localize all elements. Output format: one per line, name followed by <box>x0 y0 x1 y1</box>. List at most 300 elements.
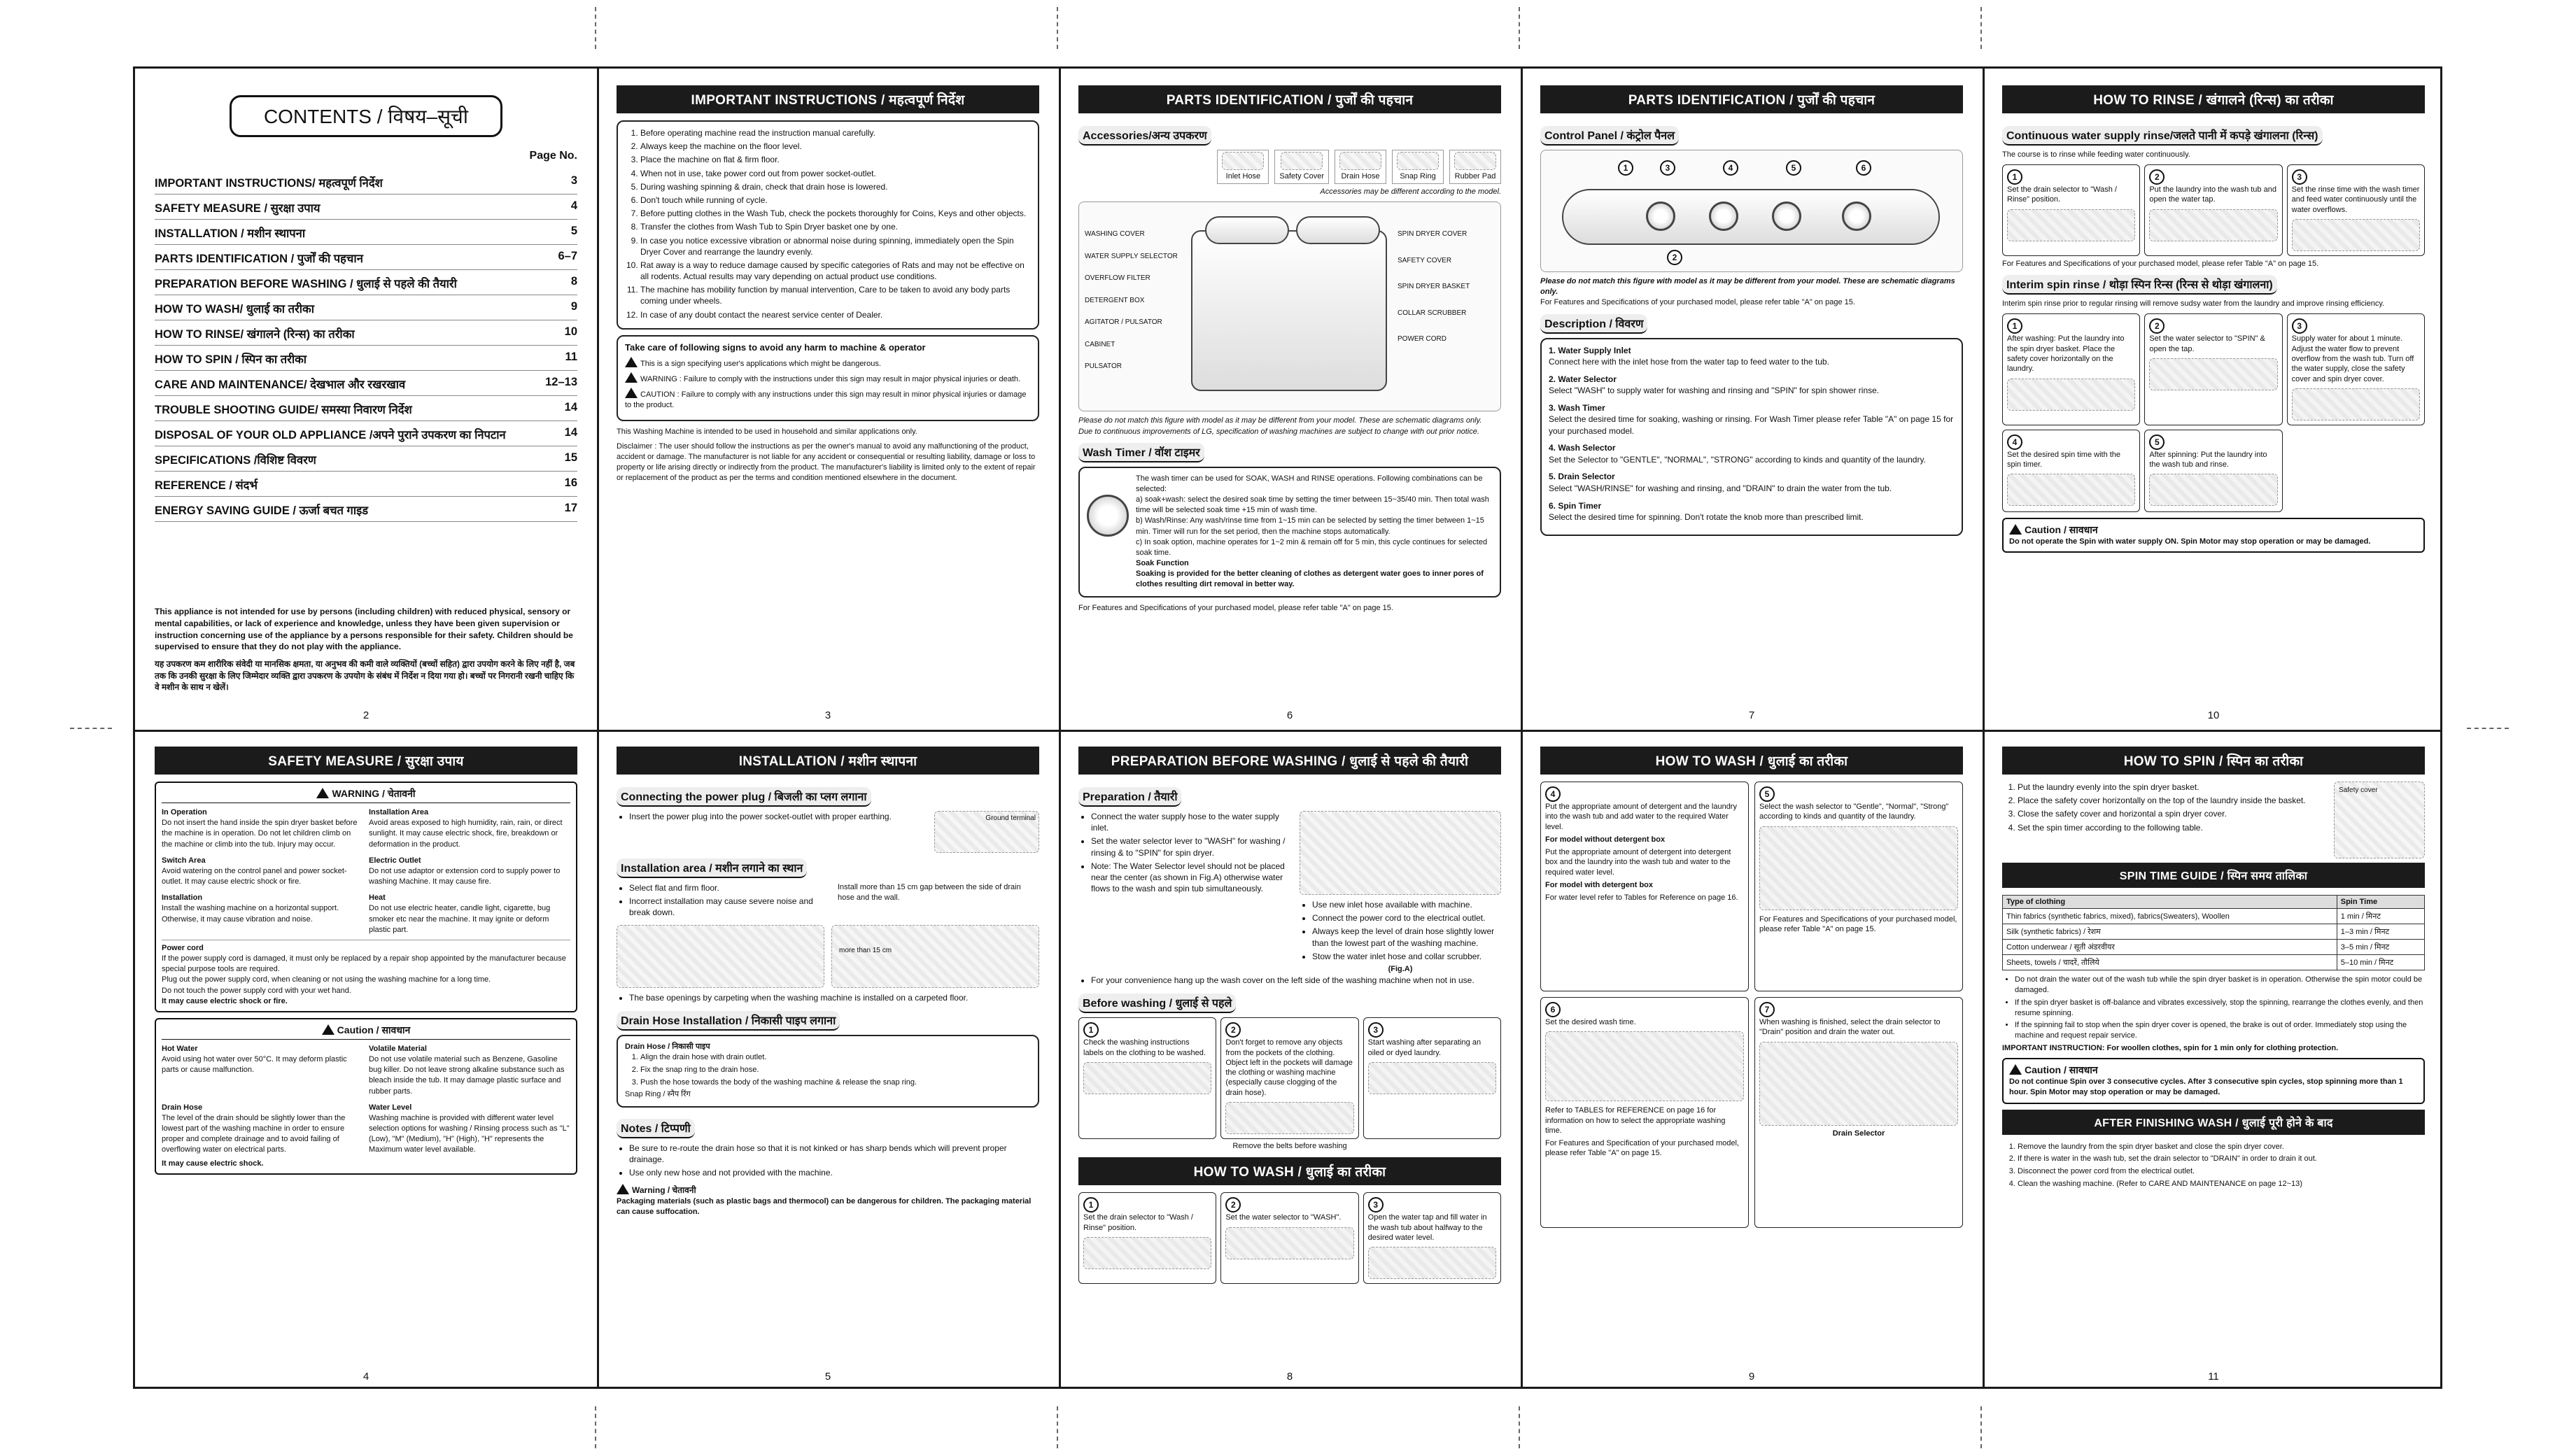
caution-title: Caution / सावधान <box>2025 1064 2098 1076</box>
ground-terminal-label: Ground terminal <box>985 814 1036 822</box>
step-text: Set the drain selector to "Wash / Rinse" position. <box>1083 1213 1193 1232</box>
caution-icon <box>2009 1064 2022 1075</box>
accessory-item <box>1217 150 1269 184</box>
page-no-label: Page No. <box>529 150 577 162</box>
volatile-text: Do not use volatile material such as Benzene, Gasoline bug killer. Do not leave strong alkaline substance such as bleach inside the tub. It may damage plastic surface and rubber parts. <box>369 1055 565 1096</box>
wash-selector-illustration <box>1759 826 1958 910</box>
part-label: AGITATOR / PULSATOR <box>1085 318 1162 327</box>
with-box-label: For model with detergent box <box>1545 881 1654 890</box>
description-item-title: 4. Wash Selector <box>1549 443 1616 453</box>
drain-install-title: Drain Hose Installation / निकासी पाइप लगाना <box>617 1011 840 1031</box>
area-item: • Select flat and firm floor. <box>629 882 831 893</box>
step-number: 3 <box>2292 169 2307 185</box>
before-washing-steps <box>1078 1017 1501 1139</box>
accessory-label: Snap Ring <box>1400 172 1436 181</box>
spin-note: • Do not drain the water out of the wash tub while the spin dryer basket is in operation. Otherwise the spin motor could be damaged. <box>2015 975 2425 996</box>
drain-hose-text: The level of the drain should be slightly lower than the lowest part of the washing machine in order to ensure proper and complete drainage and to avoid failing of overflowing water on electrical parts. <box>162 1113 346 1154</box>
warning-icon <box>316 788 329 798</box>
caution-icon <box>2009 524 2022 535</box>
warning-text: Packaging materials (such as plastic bags and thermocol) can be dangerous for children. The packaging material can cause suffocation. <box>617 1196 1032 1216</box>
signs-box <box>617 335 1039 421</box>
gap-illustration <box>831 925 1039 988</box>
accessory-item <box>1274 150 1329 184</box>
part-label: OVERFLOW FILTER <box>1085 274 1150 283</box>
interim-step <box>2144 313 2282 425</box>
step-illustration <box>1225 1227 1353 1259</box>
step-number: 3 <box>2292 318 2307 334</box>
toc-row[interactable] <box>155 497 577 522</box>
toc-page: 8 <box>570 275 577 288</box>
step-illustration <box>2149 474 2277 506</box>
drain-hose-label: Drain Hose / निकासी पाइप <box>625 1042 710 1051</box>
page-important <box>597 69 1059 730</box>
table-row <box>2003 924 2425 940</box>
callout-number: 6 <box>1856 160 1871 176</box>
heat-text: Do not use electric heater, candle light, cigarette, bug smoker etc near the machine. It may ignite or deform plastic part. <box>369 904 551 934</box>
drain-step: 1. Align the drain hose with drain outlet. <box>640 1052 1031 1063</box>
toc-page: 16 <box>564 476 577 489</box>
instruction-item: 8. Transfer the clothes from Wash Tub to Spin Dryer basket one by one. <box>640 221 1031 232</box>
instruction-item: 1. Before operating machine read the instruction manual carefully. <box>640 127 1031 139</box>
drain-step: 2. Fix the snap ring to the drain hose. <box>640 1065 1031 1075</box>
more-than-label: more than 15 cm <box>839 946 892 954</box>
instruction-item: 3. Place the machine on flat & firm floor. <box>640 154 1031 165</box>
toc-row[interactable] <box>155 446 577 472</box>
step-illustration <box>2007 379 2135 411</box>
schematic-note: Please do not match this figure with model as it may be different from your model. These are schematic diagrams only. <box>1540 277 1955 297</box>
drain-steps <box>625 1052 1031 1088</box>
table-cell: 1 min / मिनट <box>2337 909 2424 924</box>
switch-area-title: Switch Area <box>162 856 206 865</box>
after-step: 4. Clean the washing machine. (Refer to CARE AND MAINTENANCE on page 12~13) <box>2018 1179 2425 1189</box>
step-number: 1 <box>2007 169 2022 185</box>
instruction-item: 5. During washing spinning & drain, check that drain hose is lowered. <box>640 181 1031 192</box>
part-label: SAFETY COVER <box>1398 256 1452 264</box>
toc-row[interactable] <box>155 346 577 371</box>
description-item-text: Connect here with the inlet hose from the water tap to feed water to the tub. <box>1549 357 1829 367</box>
how-step <box>1078 1192 1216 1284</box>
water-level-title: Water Level <box>369 1103 412 1112</box>
installation-text: Install the washing machine on a horizontal support. Otherwise, it may cause vibration and noise. <box>162 904 339 924</box>
callout-number: 3 <box>1660 160 1675 176</box>
toc-row[interactable] <box>155 195 577 220</box>
gap-text: Install more than 15 cm gap between the side of drain hose and the wall. <box>838 883 1021 903</box>
description-item-title: 2. Water Selector <box>1549 374 1617 384</box>
crop-mark <box>2467 728 2509 729</box>
important-list <box>625 127 1031 320</box>
sign-item <box>625 357 1031 369</box>
description-item-text: Select the desired time for soaking, washing or rinsing. For Wash Timer please refer Table "A" on page 15 for your purchased model. <box>1549 414 1954 436</box>
rinse-step <box>2287 164 2425 256</box>
prep-item: • Set the water selector lever to "WASH" for washing / rinsing & to "SPIN" for spin dryer. <box>1091 835 1293 858</box>
part-label: DETERGENT BOX <box>1085 296 1145 304</box>
callout-number: 4 <box>1723 160 1738 176</box>
spin-note: • If the spinning fail to stop when the spin dryer cover is opened, the brake is out of order. Immediately stop using the machine and request repair service. <box>2015 1020 2425 1041</box>
wash-step-6 <box>1540 997 1749 1228</box>
installation-header: INSTALLATION / मशीन स्थापना <box>617 747 1039 775</box>
machine-diagram <box>1078 202 1501 411</box>
toc-label: HOW TO RINSE/ खंगालने (रिन्स) का तरीका <box>155 328 355 341</box>
spin-step: 4. Set the spin timer according to the following table. <box>2018 822 2327 833</box>
accessories-title: Accessories/अन्य उपकरण <box>1078 126 1211 146</box>
drain-selector-illustration <box>1759 1042 1958 1126</box>
washing-machine-illustration <box>1191 230 1387 391</box>
wash-step-7-text: When washing is finished, select the drain selector to "Drain" position and drain the water out. <box>1759 1018 1941 1037</box>
spin-step: 2. Place the safety cover horizontally on the top of the laundry inside the basket. <box>2018 795 2327 806</box>
notes-title: Notes / टिप्पणी <box>617 1119 695 1138</box>
in-operation-text: Do not insert the hand inside the spin dryer basket before the machine is in operation. Do not let children climb on the machine or climb into the tub. Injury may occur. <box>162 819 358 849</box>
page-number: 4 <box>363 1371 369 1383</box>
wash-cover-illustration <box>1205 216 1289 244</box>
callout-number: 1 <box>1618 160 1633 176</box>
page-parts-2 <box>1521 69 1983 730</box>
continuous-rinse-steps <box>2002 164 2425 256</box>
description-item <box>1549 402 1955 437</box>
disclaimer: Disclaimer : The user should follow the instructions as per the owner's manual to avoid any malfunctioning of the product, accident or damage. The manufacturer is not liable for any accident or consequential or resulting liability, damage or loss to property or life arising directly or indirectly from the product. The manufacturer's liability is limited only to the extent of repair or replacement of the product as per the terms and condition mentioned elsewhere in the document. <box>617 441 1036 483</box>
after-finishing-steps <box>2002 1142 2425 1189</box>
accessory-icon <box>1397 152 1439 170</box>
snap-ring-label: Snap Ring / स्नैप रिंग <box>625 1090 691 1099</box>
interim-step <box>2002 313 2140 425</box>
hot-water-title: Hot Water <box>162 1044 198 1053</box>
wash-selector-knob <box>1709 202 1738 231</box>
spin-step: 3. Close the safety cover and horizontal a spin dryer cover. <box>2018 808 2327 819</box>
wash-timer-text: The wash timer can be used for SOAK, WASH and RINSE operations. Following combinations can be selected: <box>1136 474 1483 493</box>
prep-section-title: Preparation / तैयारी <box>1078 787 1181 807</box>
description-item <box>1549 374 1955 397</box>
area-item: • Incorrect installation may cause severe noise and break down. <box>629 896 831 918</box>
prep-list <box>1078 811 1293 975</box>
toc-label: PREPARATION BEFORE WASHING / धुलाई से पहले की तैयारी <box>155 278 457 290</box>
page-number: 2 <box>363 709 369 721</box>
accessory-item <box>1449 150 1501 184</box>
step-text: Start washing after separating an oiled or dyed laundry. <box>1367 1038 1481 1057</box>
toc-row[interactable] <box>155 371 577 396</box>
interim-step <box>2144 430 2282 512</box>
toc-label: HOW TO WASH/ धुलाई का तरीका <box>155 303 314 316</box>
step-illustration <box>1083 1062 1211 1094</box>
crop-mark <box>595 1406 596 1448</box>
continuous-rinse-title: Continuous water supply rinse/जलते पानी में कपड़े खंगालना (रिन्स) <box>2002 126 2323 146</box>
step-illustration <box>2149 209 2277 241</box>
drain-hose-title: Drain Hose <box>162 1103 203 1112</box>
page-safety <box>135 730 597 1391</box>
toc-label: SAFETY MEASURE / सुरक्षा उपाय <box>155 202 321 215</box>
toc-page: 4 <box>570 199 577 212</box>
toc-row[interactable] <box>155 320 577 346</box>
before-step <box>1363 1017 1501 1139</box>
control-panel-diagram <box>1540 150 1963 272</box>
description-item <box>1549 471 1955 494</box>
electric-outlet-text: Do not use adaptor or extension cord to supply power to washing Machine. It may cause fire. <box>369 866 561 886</box>
sign-text: CAUTION : Failure to comply with any instructions under this sign may result in minor physical injuries or damage to the product. <box>625 390 1027 410</box>
manual-sheet <box>133 66 2442 1389</box>
toc-page: 12–13 <box>545 376 577 388</box>
interim-rinse-note: Interim spin rinse prior to regular rinsing will remove sudsy water from the laundry and improve rinsing efficiency. <box>2002 299 2385 309</box>
continuous-rinse-note: The course is to rinse while feeding water continuously. <box>2002 150 2190 159</box>
crop-mark <box>70 728 112 729</box>
wash-step-4b-text: Put the appropriate amount of detergent into detergent box and the laundry into the wash tub and water to the required water level. <box>1545 848 1731 877</box>
toc-label: ENERGY SAVING GUIDE / ऊर्जा बचत गाइड <box>155 504 369 517</box>
interim-step <box>2287 313 2425 425</box>
volatile-title: Volatile Material <box>369 1044 427 1053</box>
toc-label: SPECIFICATIONS /विशिष्ट विवरण <box>155 454 316 467</box>
wash-timer-b: b) Wash/Rinse: Any wash/rinse time from 1~15 min can be selected by setting the timer between 1~15 min. Timer will run for the set period, then the machine stops automatically. <box>1136 516 1484 536</box>
part-label: COLLAR SCRUBBER <box>1398 309 1467 317</box>
spin-steps <box>2002 782 2327 858</box>
parts-header: PARTS IDENTIFICATION / पुर्जों की पहचान <box>1078 85 1501 113</box>
step-text: Set the desired spin time with the spin timer. <box>2007 450 2121 469</box>
caution-icon <box>322 1024 335 1035</box>
fig-a-label: (Fig.A) <box>1388 964 1413 973</box>
prep-header: PREPARATION BEFORE WASHING / धुलाई से पहले की तैयारी <box>1078 747 1501 775</box>
signs-title: Take care of following signs to avoid any harm to machine & operator <box>625 341 926 353</box>
sign-text: WARNING : Failure to comply with the instructions under this sign may result in major physical injuries or death. <box>640 374 1021 383</box>
fire-text: It may cause electric shock or fire. <box>162 996 288 1005</box>
part-label: SPIN DRYER COVER <box>1398 230 1468 239</box>
caution-text: Do not operate the Spin with water supply ON. Spin Motor may stop operation or may be damaged. <box>2009 537 2371 546</box>
warning-icon <box>625 372 638 383</box>
page-rinse <box>1983 69 2444 730</box>
after-finishing-header: AFTER FINISHING WASH / धुलाई पूरी होने के बाद <box>2002 1110 2425 1135</box>
floor-illustration <box>617 925 824 988</box>
toc-page: 11 <box>565 351 577 363</box>
page-number: 6 <box>1286 709 1293 721</box>
toc-row[interactable] <box>155 421 577 446</box>
wash-timer-title: Wash Timer / वॉश टाइमर <box>1078 443 1204 462</box>
caution-title: Caution / सावधान <box>337 1024 411 1036</box>
description-list <box>1540 338 1963 536</box>
household-note: This Washing Machine is intended to be used in household and similar applications only. <box>617 427 917 436</box>
spin-caution <box>2002 1058 2425 1103</box>
instruction-item: 10. Rat away is a way to reduce damage caused by specific categories of Rats and may not be effective on all rodents. Actual results may vary depending on actual product use conditions. <box>640 260 1031 282</box>
drain-install-box <box>617 1035 1039 1108</box>
step-illustration <box>1225 1102 1353 1134</box>
caution-title: Caution / सावधान <box>2025 523 2098 535</box>
how-to-wash-steps <box>1078 1192 1501 1284</box>
contents-note-hindi: यह उपकरण कम शारीरिक संवेदी या मानसिक क्षमता, या अनुभव की कमी वाले व्यक्तियों (बच्चों सहित) द्वारा उपयोग करने के लिए नहीं है, जब तक कि उनकी सुरक्षा के लिए जिम्मेदार व्यक्ति द्वारा उपकरण के उपयोग के संबंध में निर्देश न दिया गया हो। बच्चों पर निगरानी रखनी चाहिए कि वे मशीन के साथ न खेलें। <box>155 659 575 693</box>
step-text: Supply water for about 1 minute. Adjust the water flow to prevent overflow from the wash tub. Turn off the water supply, close the safety cover and spin dryer cover. <box>2291 334 2414 383</box>
toc-row[interactable] <box>155 270 577 295</box>
crop-mark <box>1057 1406 1058 1448</box>
description-item <box>1549 500 1955 523</box>
shock-text: It may cause electric shock. <box>162 1159 264 1168</box>
step-number: 5 <box>1759 786 1775 802</box>
toc-row[interactable] <box>155 396 577 421</box>
drain-step: 3. Push the hose towards the body of the washing machine & release the snap ring. <box>640 1077 1031 1088</box>
before-step <box>1078 1017 1216 1139</box>
page-number: 5 <box>824 1371 831 1383</box>
col-clothing: Type of clothing <box>2003 896 2337 909</box>
description-item-title: 3. Wash Timer <box>1549 402 1605 413</box>
interim-rinse-title: Interim spin rinse / थोड़ा स्पिन रिन्स (रिन्स से थोड़ा खंगालना) <box>2002 275 2277 295</box>
step-illustration <box>2149 358 2277 390</box>
description-item-title: 6. Spin Timer <box>1549 500 1602 511</box>
wash-timer-knob <box>1646 202 1675 231</box>
caution-box <box>155 1018 577 1175</box>
description-item-text: Select "WASH" to supply water for washing and rinsing and "SPIN" for spin shower rinse. <box>1549 386 1880 396</box>
spec-ref: For Features and Specifications of your purchased model, please refer table "A" on page 15. <box>1540 298 1855 307</box>
toc-label: TROUBLE SHOOTING GUIDE/ समस्या निवारण निर्देश <box>155 404 412 416</box>
part-label: WATER SUPPLY SELECTOR <box>1085 252 1178 260</box>
contents-title: CONTENTS / विषय–सूची <box>230 95 502 137</box>
interim-rinse-steps <box>2002 313 2425 511</box>
table-cell: Sheets, towels / चादरें, तौलिये <box>2003 955 2337 970</box>
page-wash <box>1521 730 1983 1391</box>
note-item: • Use only new hose and not provided with the machine. <box>629 1167 1039 1178</box>
step-number: 3 <box>1368 1022 1384 1038</box>
before-washing-title: Before washing / धुलाई से पहले <box>1078 994 1236 1013</box>
wash-timer-illustration <box>1545 1031 1744 1101</box>
wash-step-7 <box>1754 997 1963 1228</box>
spin-note: • If the spin dryer basket is off-balance and vibrates excessively, stop the spinning, rearrange the clothes evenly, and then resume spinning. <box>2015 998 2425 1019</box>
important-instruction: IMPORTANT INSTRUCTION: For woollen clothes, spin for 1 min only for clothing protection. <box>2002 1044 2339 1053</box>
toc-row[interactable] <box>155 169 577 195</box>
step-text: Set the water selector to "WASH". <box>1225 1213 1342 1222</box>
instruction-item: 2. Always keep the machine on the floor level. <box>640 141 1031 152</box>
remove-belts-label: Remove the belts before washing <box>1232 1142 1347 1151</box>
without-box-label: For model without detergent box <box>1545 835 1666 844</box>
wash-step-5-ref: For Features and Specifications of your purchased model, please refer Table "A" on page 15. <box>1759 914 1957 933</box>
step-illustration <box>1368 1062 1496 1094</box>
toc-page: 3 <box>570 174 577 187</box>
wash-header: HOW TO WASH / धुलाई का तरीका <box>1540 747 1963 775</box>
toc-page: 17 <box>564 502 577 514</box>
before-step <box>1220 1017 1358 1139</box>
description-item-text: Select "WASH/RINSE" for washing and rinsing, and "DRAIN" to drain the water from the tub. <box>1549 483 1892 493</box>
page-contents <box>135 69 597 730</box>
accessories-list <box>1078 150 1501 184</box>
wash-step-4-text: Put the appropriate amount of detergent and the laundry into the wash tub and add water to the required Water level. <box>1545 803 1737 831</box>
toc-label: DISPOSAL OF YOUR OLD APPLIANCE /अपने पुराने उपकरण का निपटान <box>155 429 506 441</box>
wash-step-5 <box>1754 782 1963 991</box>
accessory-item <box>1392 150 1444 184</box>
continuous-rinse-ref: For Features and Specifications of your purchased model, please refer Table "A" on page 15. <box>2002 260 2319 269</box>
how-to-wash-header: HOW TO WASH / धुलाई का तरीका <box>1078 1157 1501 1185</box>
toc-page: 15 <box>564 451 577 464</box>
toc-page: 5 <box>570 225 577 237</box>
part-label: WASHING COVER <box>1085 230 1145 239</box>
wash-timer-c: c) In soak option, machine operates for 1~2 min & remain off for 5 min, this cycle continues for selected soak time. <box>1136 537 1488 557</box>
accessory-label: Safety Cover <box>1279 172 1324 181</box>
rinse-caution <box>2002 518 2425 553</box>
description-item-text: Set the Selector to "GENTLE", "NORMAL", "STRONG" according to kinds and quantity of the laundry. <box>1549 454 1926 465</box>
switch-area-text: Avoid watering on the control panel and power socket-outlet. It may cause electric shock or fire. <box>162 866 347 886</box>
power-plug-title: Connecting the power plug / बिजली का प्लग लगाना <box>617 787 871 807</box>
crop-mark <box>1519 1406 1520 1448</box>
important-box <box>617 120 1039 330</box>
installation-title: Installation <box>162 893 203 903</box>
step-number: 1 <box>1083 1022 1099 1038</box>
part-label: SPIN DRYER BASKET <box>1398 283 1470 291</box>
warning-box <box>155 782 577 1012</box>
part-label: POWER CORD <box>1398 335 1447 344</box>
water-level-text: Washing machine is provided with different water level selection options for washing / Rinsing process such as "L" (Low), "M" (Medium), "H" (High), "H" represents the Maximum water level available. <box>369 1113 570 1154</box>
prep-item: • Note: The Water Selector level should not be placed near the center (as shown in Fig.A) otherwise water flows to the wash and spin tub simultaneously. <box>1091 861 1293 895</box>
accessory-icon <box>1339 152 1381 170</box>
spin-step: 1. Put the laundry evenly into the spin dryer basket. <box>2018 782 2327 793</box>
wash-step-6-text: Set the desired wash time. <box>1545 1018 1636 1026</box>
toc-page: 6–7 <box>558 250 577 262</box>
table-cell: 5–10 min / मिनट <box>2337 955 2424 970</box>
sign-item <box>625 372 1031 385</box>
rinse-step <box>2002 164 2140 256</box>
crop-mark <box>595 7 596 49</box>
step-text: Set the drain selector to "Wash / Rinse" position. <box>2007 185 2117 204</box>
notes-list <box>617 1143 1039 1179</box>
crop-mark <box>1519 7 1520 49</box>
wet-hand-text: Do not touch the power supply cord with your wet hand. <box>162 986 351 995</box>
toc-label: IMPORTANT INSTRUCTIONS/ महत्वपूर्ण निर्देश <box>155 177 383 190</box>
instruction-item: 7. Before putting clothes in the Wash Tub, check the pockets thoroughly for Coins, Keys and other objects. <box>640 208 1031 219</box>
table-cell: 1–3 min / मिनट <box>2337 924 2424 940</box>
machine-hose-illustration <box>1300 811 1501 895</box>
table-cell: Thin fabrics (synthetic fabrics, mixed), fabrics(Sweaters), Woollen <box>2003 909 2337 924</box>
step-text: Check the washing instructions labels on the clothing to be washed. <box>1083 1038 1206 1057</box>
accessory-label: Rubber Pad <box>1454 172 1496 181</box>
page-number: 11 <box>2208 1371 2219 1383</box>
installation-area-title: Installation Area <box>369 808 429 817</box>
description-title: Description / विवरण <box>1540 314 1647 334</box>
description-item <box>1549 442 1955 465</box>
table-cell: Cotton underwear / सूती अंडरवीयर <box>2003 940 2337 955</box>
accessory-icon <box>1222 152 1264 170</box>
toc-row[interactable] <box>155 220 577 245</box>
rinse-step <box>2144 164 2282 256</box>
step-text: Open the water tap and fill water in the wash tub about halfway to the desired water level. <box>1367 1213 1487 1242</box>
table-cell: Silk (synthetic fabrics) / रेशम <box>2003 924 2337 940</box>
drain-selector-knob <box>1772 202 1801 231</box>
part-label: CABINET <box>1085 340 1115 348</box>
sign-text: This is a sign specifying user's applications which might be dangerous. <box>640 359 881 368</box>
control-panel-title: Control Panel / कंट्रोल पैनल <box>1540 126 1679 146</box>
prep-right-item: • Always keep the level of drain hose slightly lower than the lowest part of the washing machine. <box>1312 926 1501 948</box>
step-illustration <box>2292 388 2420 420</box>
installation-area-text: Avoid areas exposed to high humidity, rain, rain, or direct sunlight. It may cause electric shock, fire, breakdown or deformation in the product. <box>369 819 563 849</box>
tub-ref: For water level refer to Tables for Reference on page 16. <box>1545 893 1738 903</box>
toc-row[interactable] <box>155 295 577 320</box>
callout-number: 5 <box>1786 160 1801 176</box>
accessory-label: Inlet Hose <box>1225 172 1261 181</box>
note-item: • Be sure to re-route the drain hose so that it is not kinked or has sharp bends which will prevent proper drainage. <box>629 1143 1039 1165</box>
accessory-icon <box>1281 152 1323 170</box>
part-label: PULSATOR <box>1085 362 1122 371</box>
step-illustration <box>2292 219 2420 251</box>
step-number: 7 <box>1759 1002 1775 1017</box>
step-illustration <box>1083 1237 1211 1269</box>
description-item-text: Select the desired time for spinning. Don't rotate the knob more than prescribed limit. <box>1549 512 1864 523</box>
wash-step-5-text: Select the wash selector to "Gentle", "Normal", "Strong" according to kinds and quantity of the laundry. <box>1759 803 1949 821</box>
page-installation <box>597 730 1059 1391</box>
toc-row[interactable] <box>155 245 577 270</box>
toc-list <box>155 169 577 522</box>
rinse-header: HOW TO RINSE / खंगालने (रिन्स) का तरीका <box>2002 85 2425 113</box>
step-number: 4 <box>1545 786 1561 802</box>
step-number: 5 <box>2149 434 2165 450</box>
toc-page: 9 <box>570 300 577 313</box>
toc-label: REFERENCE / संदर्भ <box>155 479 258 492</box>
prep-right-item: • Use new inlet hose available with machine. <box>1312 899 1501 910</box>
how-step <box>1220 1192 1358 1284</box>
spin-timer-knob <box>1842 202 1871 231</box>
right-part-labels <box>1398 230 1495 362</box>
step-text: After washing: Put the laundry into the spin dryer basket. Place the safety cover horizontally on the laundry. <box>2007 334 2125 374</box>
installation-area-list <box>617 882 831 921</box>
instruction-item: 9. In case you notice excessive vibration or abnormal noise during spinning, immediately open the Spin Dryer Cover and rearrange the laundry evenly. <box>640 235 1031 257</box>
safety-cover-label: Safety cover <box>2339 786 2378 794</box>
toc-row[interactable] <box>155 472 577 497</box>
table-row <box>2003 955 2425 970</box>
